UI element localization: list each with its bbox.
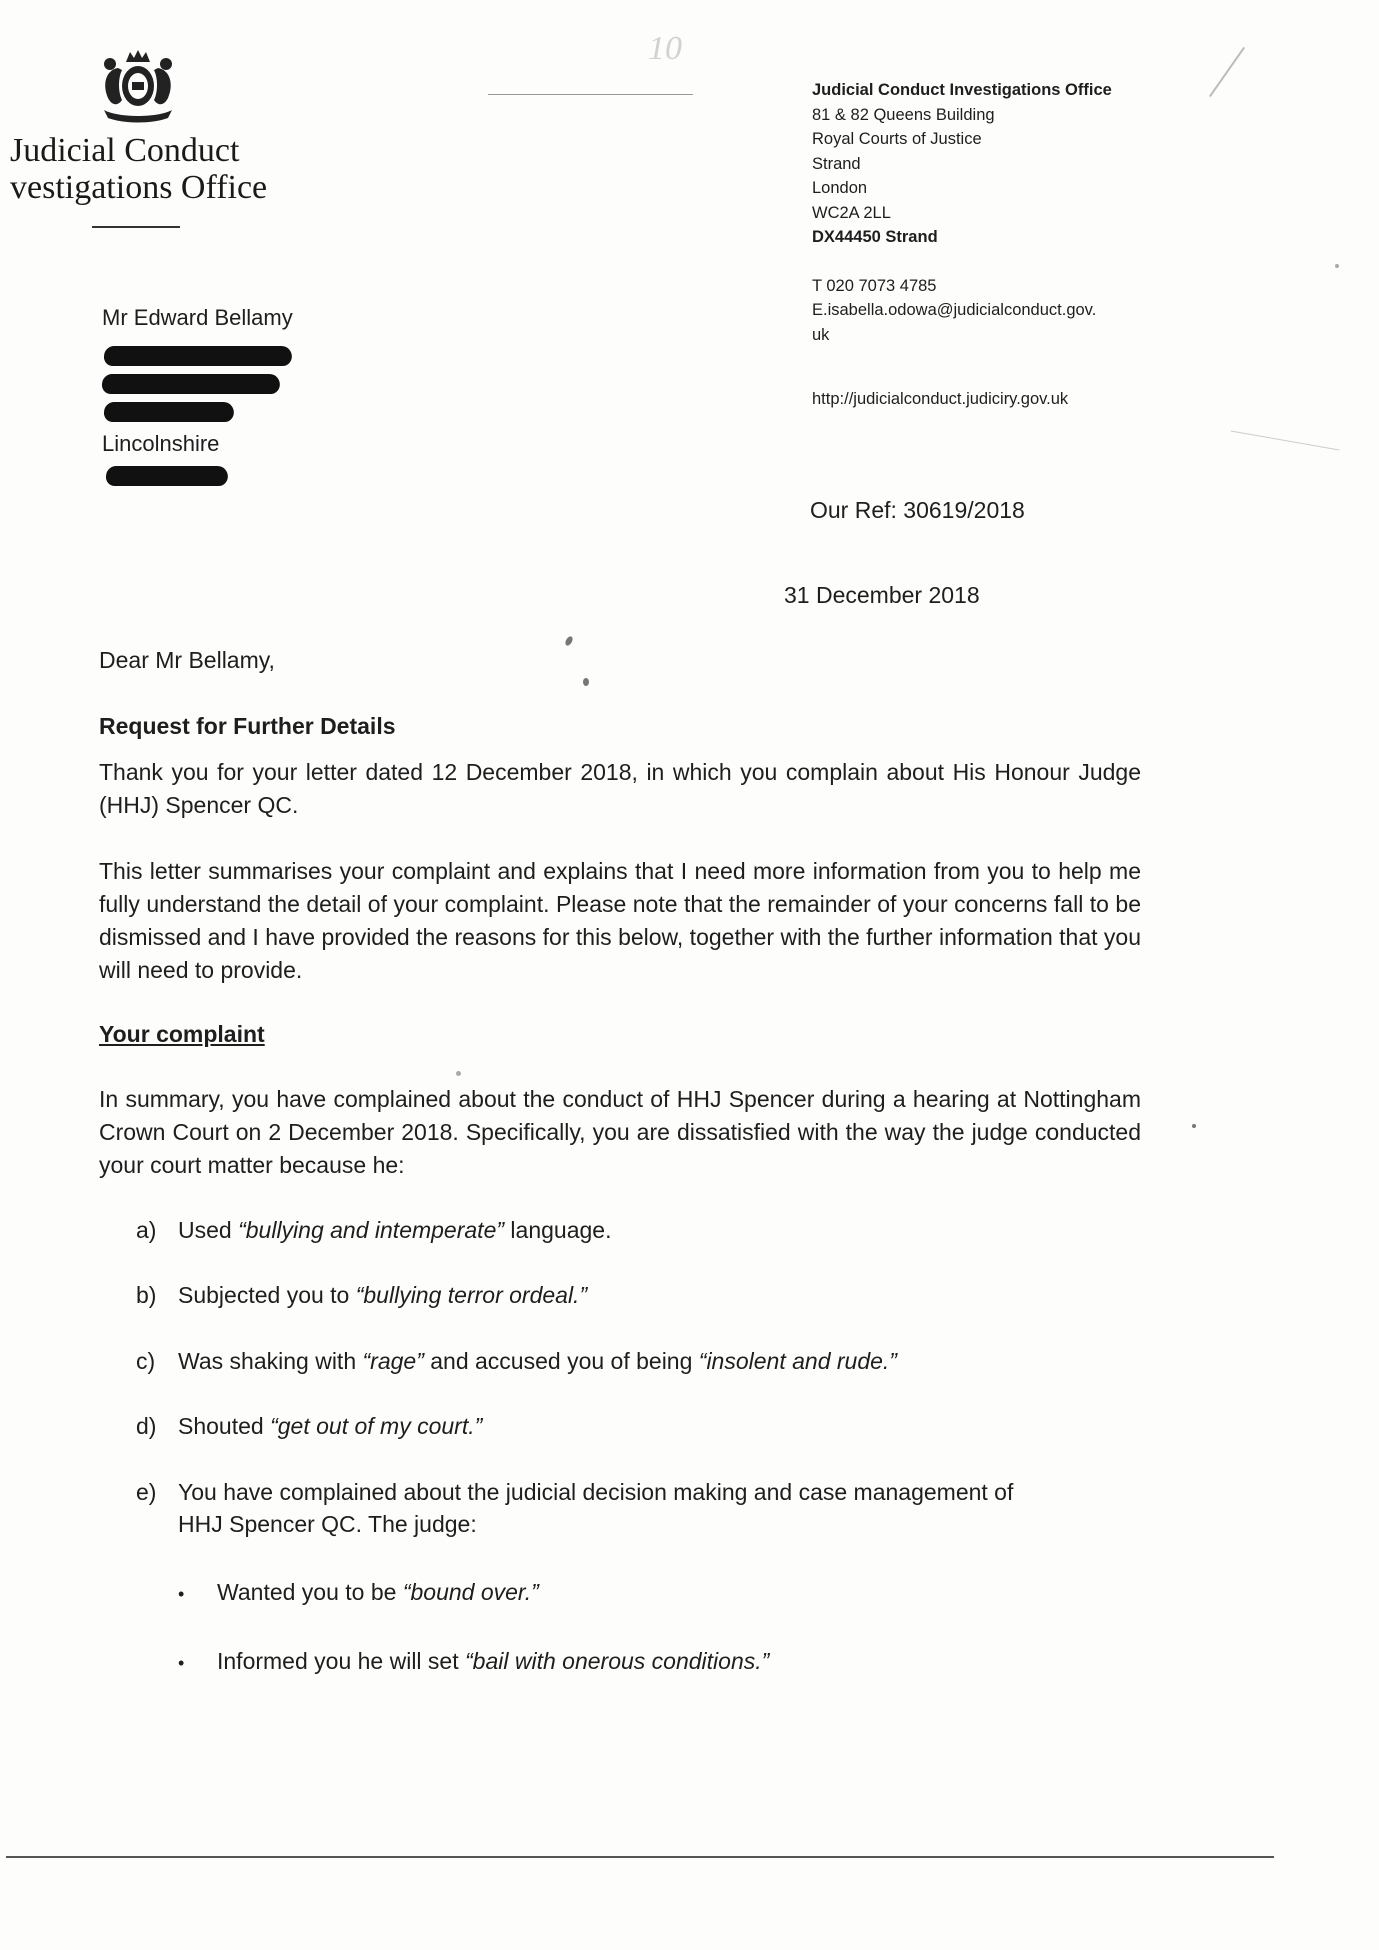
scan-speck (456, 1071, 461, 1076)
email-line-1: E.isabella.odowa@judicialconduct.gov. (812, 301, 1097, 319)
item-text: Used (178, 1217, 239, 1243)
address-line-4: London (812, 179, 868, 197)
item-quote: “get out of my court.” (270, 1413, 483, 1439)
redacted-address-line-2 (101, 374, 282, 394)
list-item-e (136, 1476, 1142, 1540)
bullet-icon: • (178, 1653, 185, 1673)
redacted-postcode (105, 466, 230, 486)
scan-speck (1192, 1124, 1196, 1128)
list-item-b (136, 1279, 1142, 1311)
letter-date: 31 December 2018 (784, 582, 980, 608)
list-item-c (136, 1345, 1142, 1377)
our-reference: Our Ref: 30619/2018 (810, 497, 1025, 523)
phone-number: T 020 7073 4785 (812, 276, 937, 295)
subject-heading: Request for Further Details (99, 713, 396, 739)
item-text: Shouted (178, 1413, 271, 1439)
item-label: e) (136, 1479, 157, 1505)
item-text: Subjected you to (178, 1282, 356, 1308)
item-text: and accused you of being (423, 1348, 699, 1374)
organisation-logo-text (10, 132, 267, 206)
address-line-2: Royal Courts of Justice (812, 130, 982, 148)
item-text: language. (504, 1217, 612, 1243)
scan-speck (1335, 264, 1339, 268)
header-divider (488, 94, 693, 95)
item-quote: “insolent and rude.” (698, 1348, 897, 1374)
handwritten-page-mark: 10 (648, 30, 682, 67)
item-text: You have complained about the judicial decision making and case management of (178, 1479, 1014, 1505)
logo-line-2: vestigations Office (10, 169, 268, 206)
paragraph-3: In summary, you have complained about the conduct of HHJ Spencer during a hearing at Nottingham Crown Court on 2 December 2018. Specifically, you are dissatisfied with the way the judge conducted your court matter because he: (99, 1086, 1141, 1178)
address-line-3: Strand (812, 154, 861, 173)
recipient-name: Mr Edward Bellamy (102, 305, 293, 330)
bullet-item-2 (178, 1645, 769, 1679)
bullet-quote: “bail with onerous conditions.” (465, 1648, 770, 1674)
item-quote: “bullying terror ordeal.” (355, 1282, 588, 1308)
website-link: http://judicialconduct.judiciry.gov.uk (812, 390, 1069, 408)
bullet-text: Informed you he will set (217, 1648, 466, 1674)
paragraph-2: This letter summarises your complaint and explains that I need more information from you to help me fully understand the detail of your complaint. Please note that the remainder of your concerns fall to be dismissed and I have provided the reasons for this below, together with the further information that you will need to provide. (99, 858, 1141, 983)
address-line-1: 81 & 82 Queens Building (812, 105, 995, 124)
item-text: Was shaking with (178, 1348, 363, 1374)
list-item-a (136, 1214, 1142, 1246)
item-text-continued: HHJ Spencer QC. The judge: (178, 1511, 477, 1537)
scan-pen-mark (1231, 430, 1340, 450)
redacted-address-line-1 (103, 346, 294, 366)
bullet-quote: “bound over.” (402, 1579, 539, 1605)
salutation: Dear Mr Bellamy, (99, 647, 275, 673)
complaint-heading-text: Your complaint (99, 1021, 265, 1047)
item-quote: “bullying and intemperate” (238, 1217, 505, 1243)
recipient-county: Lincolnshire (102, 431, 220, 456)
address-line-5: WC2A 2LL (812, 203, 891, 222)
bullet-icon: • (178, 1584, 185, 1604)
office-address-block (812, 78, 1112, 412)
logo-line-1: Judicial Conduct (10, 132, 240, 169)
recipient-county-block (102, 428, 219, 460)
bullet-item-1 (178, 1576, 539, 1610)
redacted-address-line-3 (103, 402, 236, 422)
item-label: b) (136, 1282, 157, 1308)
bullet-text: Wanted you to be (217, 1579, 403, 1605)
paragraph-1: Thank you for your letter dated 12 December 2018, in which you complain about His Honour Judge (HHJ) Spencer QC. (99, 759, 1141, 818)
footer-divider (6, 1856, 1274, 1858)
scan-pen-mark (1209, 47, 1245, 97)
office-name: Judicial Conduct Investigations Office (812, 81, 1112, 99)
item-quote: “rage” (362, 1348, 424, 1374)
royal-coat-of-arms-icon (88, 48, 184, 124)
item-label: c) (136, 1348, 156, 1374)
email-line-2: uk (812, 325, 830, 344)
item-label: d) (136, 1413, 157, 1439)
logo-divider (92, 226, 180, 228)
dx-number: DX44450 Strand (812, 228, 938, 246)
recipient-address (102, 302, 293, 334)
scan-speck (583, 678, 589, 686)
complaint-heading (99, 1018, 1141, 1051)
item-label: a) (136, 1217, 157, 1243)
list-item-d (136, 1410, 1142, 1442)
spacer (812, 347, 1112, 387)
spacer (812, 250, 1112, 274)
